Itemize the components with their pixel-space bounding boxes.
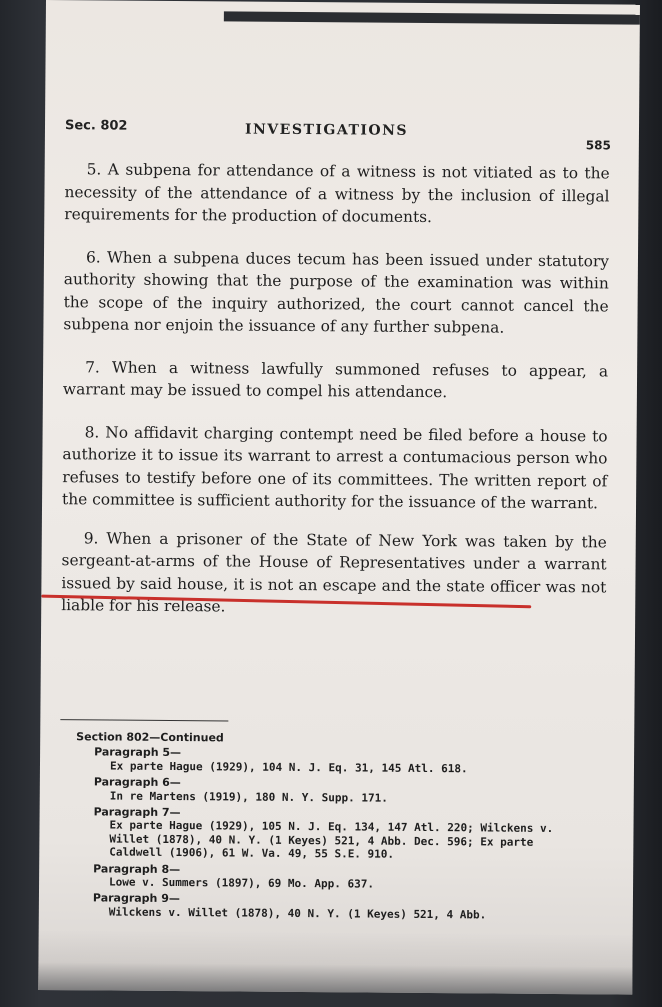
section-label: Sec. 802 <box>64 118 128 134</box>
page-number: 585 <box>585 138 611 153</box>
screen-glare-bottom <box>38 930 632 995</box>
footnote-citation: Wilckens v. Willet (1878), 40 N. Y. (1 Keyes) 521, 4 Abb. <box>108 905 487 922</box>
paragraph-5: 5. A subpena for attendance of a witness is not vitiated as to the necessity of the attendance of a witness by the inclusion of illegal requirements for the production of documents. <box>64 160 610 227</box>
page-header <box>64 118 619 153</box>
footnote-label: Paragraph 6— <box>93 775 181 790</box>
footnote-citation: Lowe v. Summers (1897), 69 Mo. App. 637. <box>109 875 375 891</box>
footnote-divider <box>60 719 228 721</box>
page-title: INVESTIGATIONS <box>244 121 409 139</box>
footnote-entry <box>75 805 575 863</box>
footnote-label: Paragraph 5— <box>94 745 182 760</box>
footnote-entry <box>75 892 575 923</box>
footnote-label: Paragraph 9— <box>92 891 180 906</box>
footnote-citation: In re Martens (1919), 180 N. Y. Supp. 171. <box>109 789 388 805</box>
page-top-shadow <box>224 11 640 24</box>
body-text <box>61 158 610 641</box>
footnotes <box>75 730 576 925</box>
footnote-label: Paragraph 8— <box>93 862 181 876</box>
footnote-citation: Ex parte Hague (1929), 105 N. J. Eq. 134, 147 Atl. 220; Wilckens v. Willet (1878), 40 N. Y. (1 Keyes) 521, 4 Abb. Dec. 596; Ex parte Caldwell (1906), 61 W. Va. 49, 55 S.E. 910. <box>109 818 554 862</box>
footnotes-heading: Section 802—Continued <box>76 730 224 745</box>
paragraph-7: 7. When a witness lawfully summoned refuses to appear, a warrant may be issued to compel his attendance. <box>62 357 609 402</box>
footnote-label: Paragraph 7— <box>93 805 181 820</box>
footnote-entry <box>76 775 576 806</box>
footnote-entry <box>76 746 576 777</box>
footnote-citation: Ex parte Hague (1929), 104 N. J. Eq. 31, 145 Atl. 618. <box>109 759 468 776</box>
paragraph-6: 6. When a subpena duces tecum has been issued under statutory authority showing that the purpose of the examination was within the scope of the inquiry authorized, the court cannot cancel the subpena nor enjoin the issuance of any further subpena. <box>63 247 610 337</box>
book-page <box>38 0 640 995</box>
paragraph-9: 9. When a prisoner of the State of New York was taken by the sergeant-at-arms of the House of Representatives under a warrant issued by said house, it is not an escape and the state officer was not liable for his release. <box>61 528 607 616</box>
footnote-entry <box>75 862 575 893</box>
paragraph-8: 8. No affidavit charging contempt need be filed before a house to authorize it to issue its warrant to arrest a contumacious person who refuses to testify before one of its committees. The written report of the committee is sufficient authority for the issuance of the warrant. <box>62 422 608 513</box>
